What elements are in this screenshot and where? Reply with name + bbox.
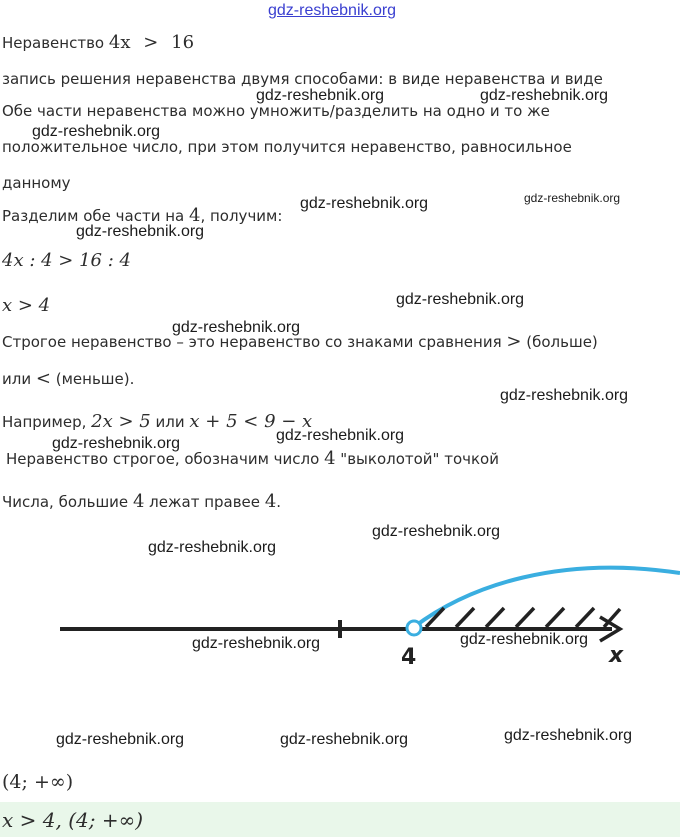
watermark: gdz-reshebnik.org xyxy=(52,435,181,452)
watermark: gdz-reshebnik.org xyxy=(280,731,409,748)
watermark: gdz-reshebnik.org xyxy=(148,539,277,556)
divide-num: 4 xyxy=(189,205,201,226)
strict-sym-lt: < xyxy=(35,368,51,389)
open-point-post: "выколотой" точкой xyxy=(340,450,499,468)
greater-end: . xyxy=(276,493,282,511)
final-answer: x > 4, (4; +∞) xyxy=(2,808,144,832)
watermark: gdz-reshebnik.org xyxy=(372,523,501,540)
watermark: gdz-reshebnik.org xyxy=(192,635,321,652)
watermark: gdz-reshebnik.org xyxy=(480,87,609,104)
watermark: gdz-reshebnik.org xyxy=(256,87,385,104)
division-step: 4x : 4 > 16 : 4 xyxy=(2,250,131,271)
watermark: gdz-reshebnik.org xyxy=(300,195,429,212)
watermark-top: gdz-reshebnik.org xyxy=(268,2,397,19)
hatch-mark xyxy=(576,608,594,627)
open-point-pre: Неравенство строгое, обозначим число xyxy=(6,450,320,468)
point-label: 4 xyxy=(401,645,417,670)
rule-text-2: положительное число, при этом получится неравенство, равносильное xyxy=(2,138,572,156)
watermark: gdz-reshebnik.org xyxy=(276,427,405,444)
hatch-mark xyxy=(516,608,534,627)
watermark: gdz-reshebnik.org xyxy=(524,191,621,205)
result-step: x > 4 xyxy=(2,295,51,316)
statement-lhs: 4x xyxy=(108,32,131,53)
divide-pre: Разделим обе части на xyxy=(2,207,185,225)
open-point xyxy=(407,621,421,635)
watermark: gdz-reshebnik.org xyxy=(460,631,589,648)
watermark: gdz-reshebnik.org xyxy=(500,387,629,404)
example-pre: Например, xyxy=(2,413,87,431)
strict-sym-gt: > xyxy=(506,331,522,352)
watermark: gdz-reshebnik.org xyxy=(172,319,301,336)
statement-label: Неравенство xyxy=(2,34,105,52)
strict-post: (больше) xyxy=(526,333,598,351)
interval-answer: (4; +∞) xyxy=(2,771,74,793)
statement-op: > xyxy=(143,32,159,53)
axis-label: x xyxy=(609,643,624,668)
watermark: gdz-reshebnik.org xyxy=(76,223,205,240)
hatch-marks xyxy=(426,608,620,627)
strict2-pre: или xyxy=(2,370,32,388)
hatch-mark xyxy=(456,608,474,627)
rule-text-3: данному xyxy=(2,174,71,192)
watermark: gdz-reshebnik.org xyxy=(56,731,185,748)
example-2: x + 5 < 9 − x xyxy=(189,411,313,432)
watermark: gdz-reshebnik.org xyxy=(504,727,633,744)
intro-text: запись решения неравенства двумя способами: в виде неравенства и виде xyxy=(2,70,603,88)
strict2-post: (меньше). xyxy=(55,370,135,388)
strict-pre: Строгое неравенство – это неравенство со знаками сравнения xyxy=(2,333,502,351)
divide-post: , получим: xyxy=(200,207,283,225)
watermark: gdz-reshebnik.org xyxy=(396,291,525,308)
greater-num1: 4 xyxy=(132,491,145,512)
greater-mid: лежат правее xyxy=(149,493,261,511)
solution-arc xyxy=(414,568,680,627)
statement-rhs: 16 xyxy=(171,32,195,53)
open-point-num: 4 xyxy=(324,448,336,469)
rule-text-1: Обе части неравенства можно умножить/разделить на одно и то же xyxy=(2,102,550,120)
example-1: 2x > 5 xyxy=(91,411,151,432)
hatch-mark xyxy=(486,608,504,627)
watermark: gdz-reshebnik.org xyxy=(32,123,161,140)
hatch-mark xyxy=(546,608,564,627)
greater-num2: 4 xyxy=(264,491,277,512)
example-mid: или xyxy=(155,413,185,431)
greater-pre: Числа, большие xyxy=(2,493,129,511)
